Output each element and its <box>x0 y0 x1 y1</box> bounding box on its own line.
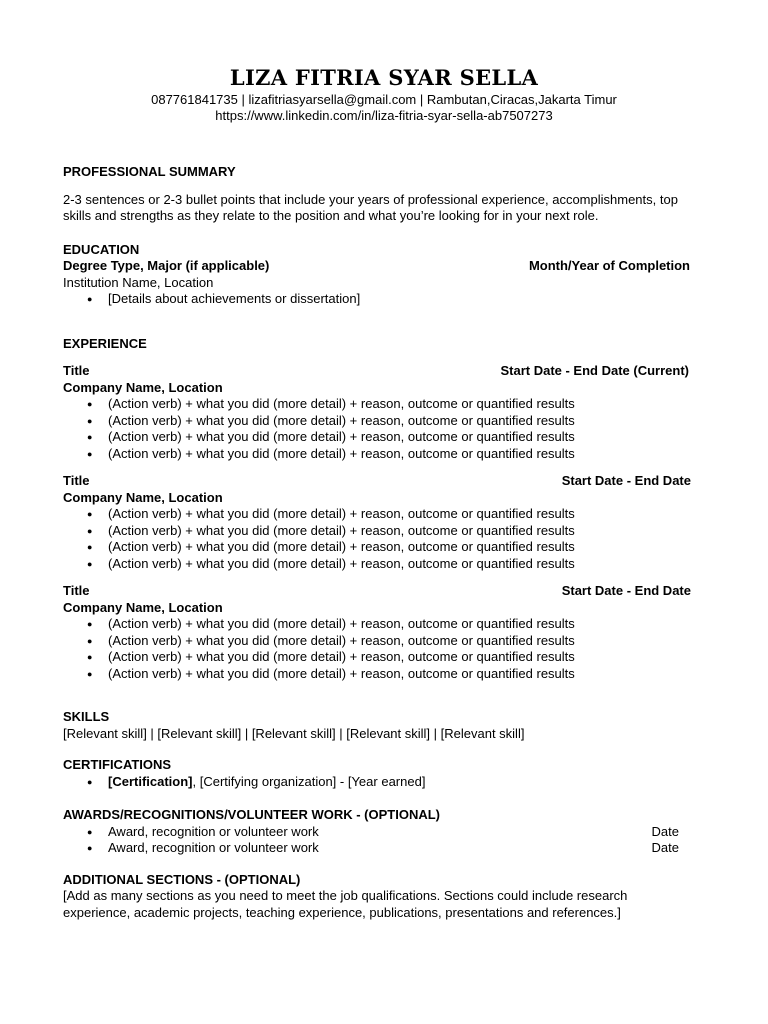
section-heading: ADDITIONAL SECTIONS - (OPTIONAL) <box>63 871 301 887</box>
job-title-row <box>63 583 693 600</box>
section-summary <box>63 164 693 225</box>
list-item: ● (Action verb) + what you did (more detail) + reason, outcome or quantified results <box>63 556 693 573</box>
job-company: Company Name, Location <box>63 379 223 395</box>
list-item <box>63 840 693 857</box>
award-text: ● Award, recognition or volunteer work <box>108 840 319 855</box>
job-bullets <box>63 616 693 682</box>
list-item <box>63 774 693 791</box>
award-date: Date <box>651 840 679 855</box>
section-heading: EXPERIENCE <box>63 335 147 351</box>
list-item: ● (Action verb) + what you did (more detail) + reason, outcome or quantified results <box>63 413 693 430</box>
job-title: Title <box>63 583 90 598</box>
job-dates: Start Date - End Date (Current) <box>500 363 689 378</box>
job-dates: Start Date - End Date <box>561 473 691 488</box>
list-item: ● (Action verb) + what you did (more detail) + reason, outcome or quantified results <box>63 616 693 633</box>
list-item: ● (Action verb) + what you did (more detail) + reason, outcome or quantified results <box>63 396 693 413</box>
job-title-row <box>63 473 693 490</box>
section-awards <box>63 807 693 857</box>
candidate-name: LIZA FITRIA SYAR SELLA <box>229 65 539 90</box>
job-bullets <box>63 396 693 462</box>
certification-details: , [Certifying organization] - [Year earned] <box>192 773 426 789</box>
job-company: Company Name, Location <box>63 599 223 615</box>
certifications-list <box>63 774 693 791</box>
job-bullets <box>63 506 693 572</box>
job-title: Title <box>63 473 90 488</box>
award-date: Date <box>651 823 679 839</box>
resume-header <box>0 64 768 124</box>
list-item: ● (Action verb) + what you did (more detail) + reason, outcome or quantified results <box>63 649 693 666</box>
additional-text: [Add as many sections as you need to meet the job qualifications. Sections could include research experience, academic projects, teaching experience, publications, presentations and references.] <box>63 888 628 920</box>
list-item: ● (Action verb) + what you did (more detail) + reason, outcome or quantified results <box>63 539 693 556</box>
list-item: ● (Action verb) + what you did (more detail) + reason, outcome or quantified results <box>63 429 693 446</box>
degree-type: Degree Type, Major (if applicable) <box>63 258 270 273</box>
section-heading: EDUCATION <box>63 241 140 257</box>
list-item: ● (Action verb) + what you did (more detail) + reason, outcome or quantified results <box>63 446 693 463</box>
list-item: ● [Details about achievements or dissertation] <box>63 291 693 308</box>
section-heading: PROFESSIONAL SUMMARY <box>63 164 236 179</box>
resume-body <box>63 164 693 921</box>
list-item: ● (Action verb) + what you did (more detail) + reason, outcome or quantified results <box>63 506 693 523</box>
section-heading: CERTIFICATIONS <box>63 757 172 772</box>
job-dates: Start Date - End Date <box>561 583 691 598</box>
section-additional <box>63 872 693 922</box>
section-certifications <box>63 757 693 790</box>
certification-name: [Certification] <box>108 773 193 789</box>
job-title-row <box>63 363 693 380</box>
education-details-list <box>63 291 693 308</box>
awards-list <box>63 824 693 857</box>
list-item: ● (Action verb) + what you did (more detail) + reason, outcome or quantified results <box>63 666 693 683</box>
list-item <box>63 824 693 841</box>
linkedin-url: https://www.linkedin.com/in/liza-fitria-syar-sella-ab7507273 <box>215 108 553 123</box>
award-text: ● Award, recognition or volunteer work <box>108 823 319 839</box>
job-entry <box>63 363 693 462</box>
completion-date: Month/Year of Completion <box>528 258 690 273</box>
section-heading: AWARDS/RECOGNITIONS/VOLUNTEER WORK - (OPTIONAL) <box>63 807 440 822</box>
summary-text: 2-3 sentences or 2-3 bullet points that include your years of professional experience, accomplishments, top skills and strengths as they relate to the position and what you’re looking for in your next role. <box>63 191 678 223</box>
skills-text: [Relevant skill] | [Relevant skill] | [Relevant skill] | [Relevant skill] | [Relevant skill] <box>63 725 525 741</box>
section-education <box>63 242 693 308</box>
job-company: Company Name, Location <box>63 489 223 505</box>
job-entry <box>63 583 693 682</box>
section-heading: SKILLS <box>63 709 110 724</box>
list-item: ● (Action verb) + what you did (more detail) + reason, outcome or quantified results <box>63 523 693 540</box>
job-entry <box>63 473 693 572</box>
contact-info: 087761841735 | lizafitriasyarsella@gmail.com | Rambutan,Ciracas,Jakarta Timur <box>151 92 617 107</box>
list-item: ● (Action verb) + what you did (more detail) + reason, outcome or quantified results <box>63 633 693 650</box>
section-skills <box>63 709 693 742</box>
education-degree-row <box>63 258 693 275</box>
section-experience <box>63 336 693 683</box>
institution: Institution Name, Location <box>63 274 214 290</box>
job-title: Title <box>63 363 90 378</box>
